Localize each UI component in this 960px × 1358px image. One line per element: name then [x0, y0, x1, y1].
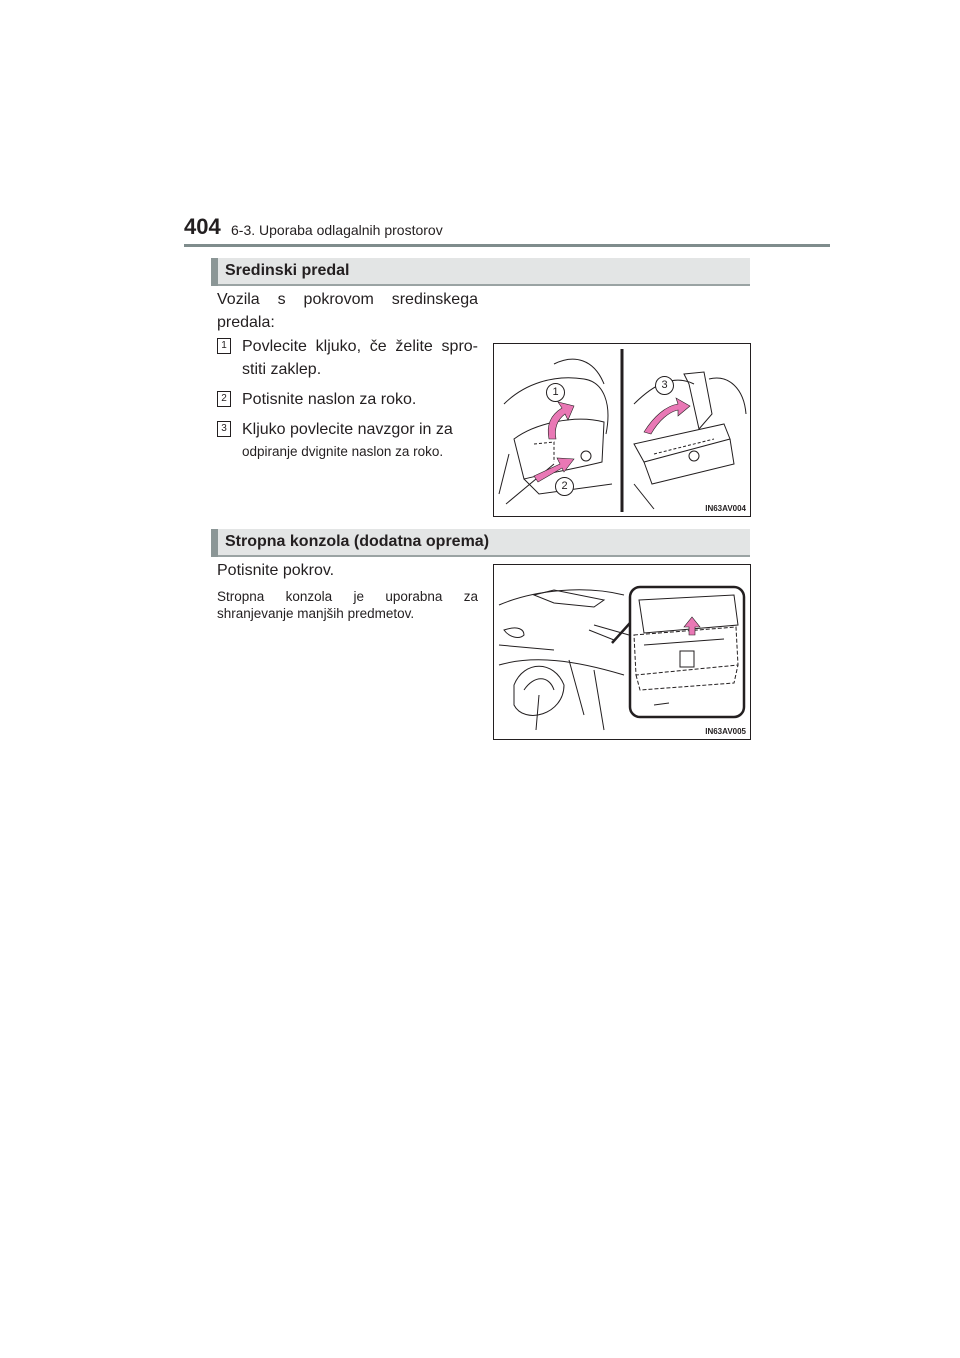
callout-3: 3 [655, 376, 674, 395]
step-number: 1 [217, 338, 231, 354]
center-console-illustration [493, 343, 751, 517]
section-heading-center-console [211, 258, 750, 286]
step-1 [217, 335, 478, 381]
note-text: Stropna konzola je uporabna za shranjevanje manjših predmetov. [217, 589, 478, 621]
section-title: Sredinski predal [225, 262, 350, 279]
step-2 [217, 388, 478, 411]
intro-text: Vozila s pokrovom sredinskega predala: [217, 291, 478, 331]
section-accent [211, 529, 218, 557]
step-text: Kljuko povlecite navzgor in za [242, 421, 453, 438]
overhead-drawing [494, 565, 750, 739]
section-heading-overhead-console [211, 529, 750, 557]
step-text-continued: odpiranje dvignite naslon za roko. [242, 444, 444, 459]
page-number: 404 [184, 214, 221, 239]
step-number: 2 [217, 391, 231, 407]
step-number: 3 [217, 421, 231, 437]
overhead-console-illustration [493, 564, 751, 740]
callout-1: 1 [546, 383, 565, 402]
step-text: Potisnite naslon za roko. [242, 391, 417, 408]
step-3 [217, 418, 478, 460]
figure-code: IN63AV004 [705, 504, 746, 513]
running-header: 6-3. Uporaba odlagalnih prostorov [231, 222, 443, 238]
step-text: Povlecite kljuko, če želite spro-stiti zaklep. [242, 338, 478, 378]
instruction-text: Potisnite pokrov. [217, 562, 335, 579]
header-rule [184, 244, 830, 247]
callout-2: 2 [555, 477, 574, 496]
console-drawing [494, 344, 750, 516]
figure-code: IN63AV005 [705, 727, 746, 736]
section-title: Stropna konzola (dodatna oprema) [225, 533, 490, 550]
section-accent [211, 258, 218, 286]
